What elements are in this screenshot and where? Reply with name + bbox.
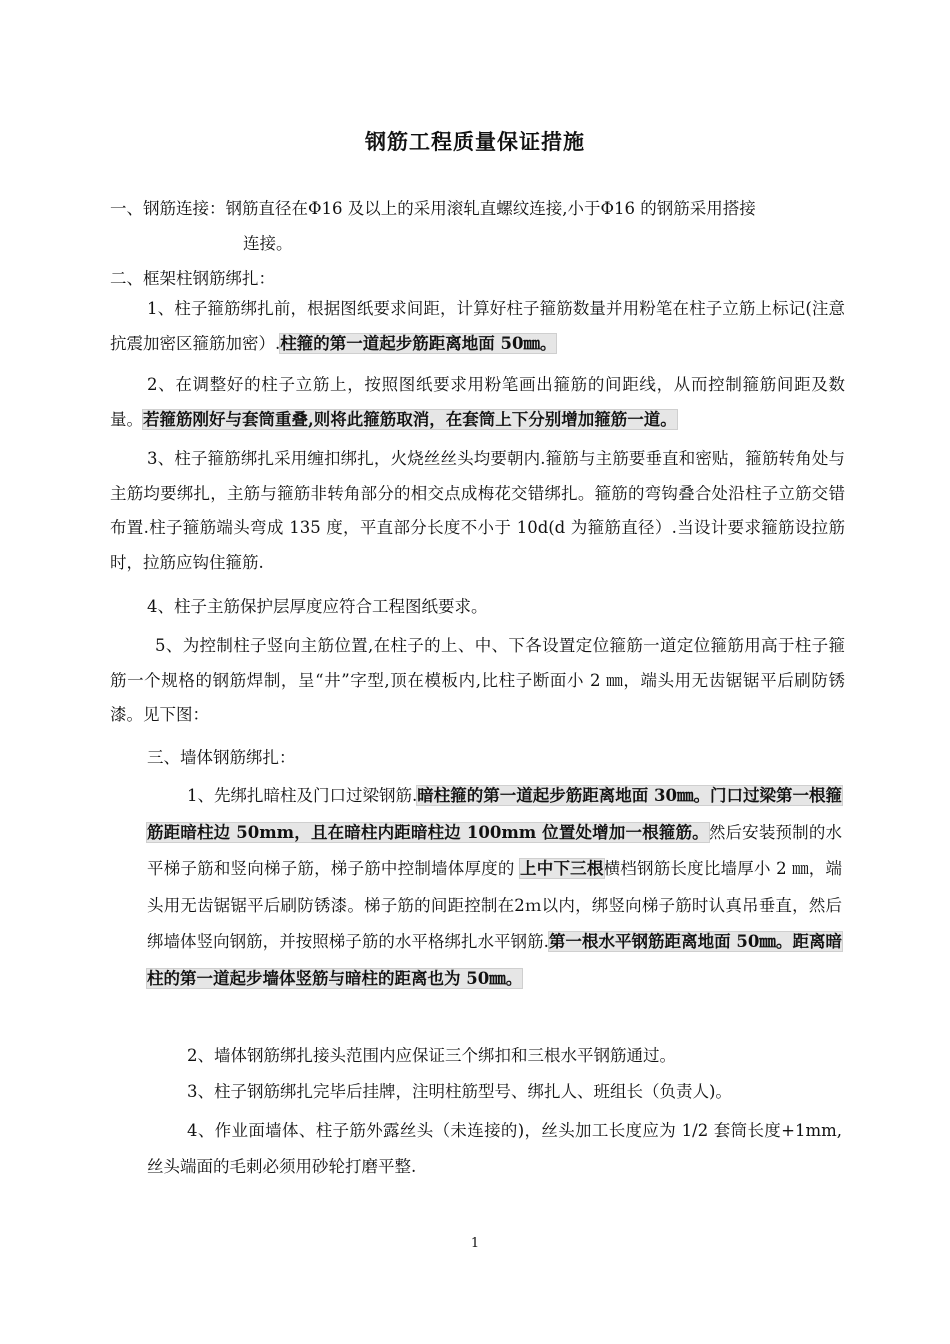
section-1-line-2: 连接。 bbox=[243, 234, 293, 253]
paragraph-text: 1、柱子箍筋绑扎前，根据图纸要求间距，计算好柱子箍筋数量并用粉笔在柱子立筋上标记(注意抗震加密区箍筋加密）. bbox=[110, 299, 845, 353]
section-2-heading: 二、框架柱钢筋绑扎： bbox=[110, 269, 275, 288]
highlighted-requirement: 柱箍的第一道起步筋距离地面 50㎜。 bbox=[280, 333, 557, 353]
highlighted-requirement: 第一根水平钢筋距离地面 50㎜。距离暗柱的第一道起步墙体竖筋与暗柱的距离也为 50㎜。 bbox=[147, 932, 842, 988]
paragraph-text: 2、在调整好的柱子立筋上，按照图纸要求用粉笔画出箍筋的间距线，从而控制箍筋间距及数量。 bbox=[110, 375, 845, 429]
highlighted-requirement: 暗柱箍的第一道起步筋距离地面 30㎜。门口过梁第一根箍筋距暗柱边 50mm，且在暗柱内距暗柱边 100mm 位置处增加一根箍筋。 bbox=[147, 786, 842, 842]
section-2-paragraph-2 bbox=[110, 368, 845, 437]
section-2-paragraph-1 bbox=[110, 292, 845, 361]
section-3-paragraph-2: 2、墙体钢筋绑扎接头范围内应保证三个绑扣和三根水平钢筋通过。 bbox=[187, 1046, 676, 1065]
section-2-paragraph-3: 3、柱子箍筋绑扎采用缠扣绑扎，火烧丝丝头均要朝内.箍筋与主筋要垂直和密贴，箍筋转角处与主筋均要绑扎，主筋与箍筋非转角部分的相交点成梅花交错绑扎。箍筋的弯钩叠合处沿柱子立筋交错布置.柱子箍筋端头弯成 135 度，平直部分长度不小于 10d(d 为箍筋直径）.当设计要求箍筋设拉筋时，拉筋应钩住箍筋. bbox=[110, 449, 845, 572]
section-1-line-1: 一、钢筋连接：钢筋直径在Φ16 及以上的采用滚轧直螺纹连接,小于Φ16 的钢筋采用搭接 bbox=[110, 199, 756, 218]
section-3-paragraph-4: 4、作业面墙体、柱子筋外露丝头（未连接的)，丝头加工长度应为 1/2 套筒长度+1mm,丝头端面的毛刺必须用砂轮打磨平整. bbox=[147, 1121, 842, 1176]
section-2-paragraph-5: 5、为控制柱子竖向主筋位置,在柱子的上、中、下各设置定位箍筋一道定位箍筋用高于柱子箍筋一个规格的钢筋焊制，呈“井”字型,顶在模板内,比柱子断面小 2 ㎜，端头用无齿锯锯平后刷防锈漆。见下图： bbox=[110, 636, 845, 724]
highlighted-requirement: 若箍筋刚好与套筒重叠,则将此箍筋取消，在套筒上下分别增加箍筋一道。 bbox=[143, 409, 677, 429]
section-3-paragraph-3: 3、柱子钢筋绑扎完毕后挂牌，注明柱筋型号、绑扎人、班组长（负责人)。 bbox=[187, 1082, 732, 1101]
paragraph-text: 横档钢筋长度比墙厚小 2 ㎜，端头用无齿锯锯平后刷防锈漆。梯子筋的间距控制在2ｍ以内，绑竖向梯子筋时认真吊垂直，然后绑墙体竖向钢筋，并按照梯子筋的水平格绑扎水平钢筋. bbox=[147, 859, 842, 951]
paragraph-text: 1、先绑扎暗柱及门口过梁钢筋. bbox=[187, 786, 418, 805]
highlighted-phrase: 上中下三根 bbox=[520, 859, 604, 878]
section-3-paragraph-1 bbox=[147, 778, 842, 997]
document-title: 钢筋工程质量保证措施 bbox=[365, 129, 585, 154]
section-2-paragraph-4: 4、柱子主筋保护层厚度应符合工程图纸要求。 bbox=[147, 597, 488, 616]
page-number: 1 bbox=[470, 1236, 480, 1251]
section-3-heading: 三、墙体钢筋绑扎： bbox=[147, 748, 296, 767]
paragraph-text: 然后安装预制的水平梯子筋和竖向梯子筋，梯子筋中控制墙体厚度的 bbox=[147, 822, 842, 878]
